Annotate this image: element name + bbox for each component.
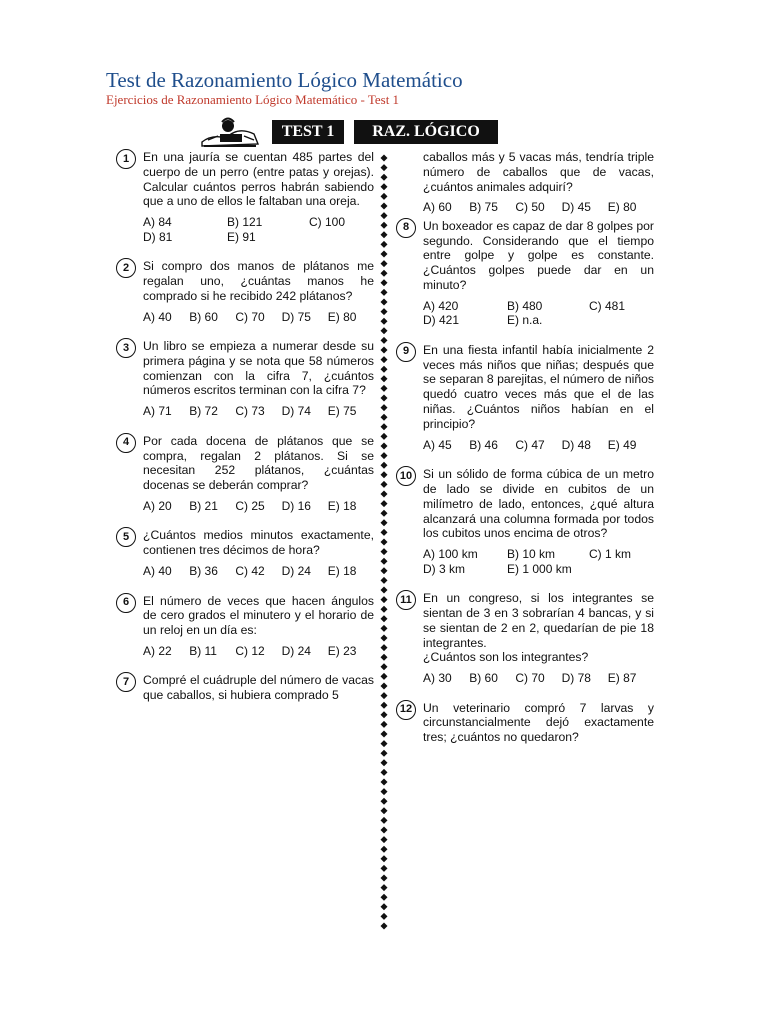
divider-diamond	[381, 692, 388, 699]
question-number-badge: 3	[116, 338, 136, 358]
divider-diamond	[381, 241, 388, 248]
divider-diamond	[381, 471, 388, 478]
divider-diamond	[381, 663, 388, 670]
divider-diamond	[381, 558, 388, 565]
divider-diamond	[381, 711, 388, 718]
divider-diamond	[381, 183, 388, 190]
question-text: Un boxeador es capaz de dar 8 golpes por segundo. Considerando que el tiempo entre golpe y golpe es constante. ¿Cuántos golpes puede dar en un minuto?	[423, 218, 654, 293]
answer-option: A) 71	[143, 404, 172, 419]
answer-option: C) 73	[235, 404, 265, 419]
divider-diamond	[381, 587, 388, 594]
answer-option: E) 80	[327, 309, 357, 324]
question-text: En una jauría se cuentan 485 partes del cuerpo de un perro (entre patas y orejas). Calcular cuántos perros habrán sabiendo que a uno de ellos le faltaban una oreja.	[143, 150, 374, 209]
answer-option: A) 40	[143, 564, 172, 579]
divider-diamond	[381, 836, 388, 843]
question-1	[116, 150, 374, 244]
divider-diamond	[381, 865, 388, 872]
divider-diamond	[381, 481, 388, 488]
question-text: ¿Cuántos medios minutos exactamente, contienen tres décimos de hora?	[143, 528, 374, 558]
divider-diamond	[381, 423, 388, 430]
question-text: Por cada docena de plátanos que se compra, regalan 2 plátanos. Si se necesitan 252 plátanos, ¿cuántas docenas se deberán comprar?	[143, 433, 374, 493]
divider-diamond	[381, 462, 388, 469]
question-text: Si compro dos manos de plátanos me regalan uno, ¿cuántas manos he comprado si he recibido 242 plátanos?	[143, 259, 374, 303]
divider-diamond	[381, 577, 388, 584]
answer-option: C) 25	[235, 498, 265, 513]
answer-options	[423, 438, 654, 453]
divider-diamond	[381, 798, 388, 805]
answer-option: E) n.a.	[507, 313, 543, 328]
divider-diamond	[381, 529, 388, 536]
divider-diamond	[381, 721, 388, 728]
question-number-badge: 6	[116, 593, 136, 613]
divider-diamond	[381, 279, 388, 286]
question-text: Un veterinario compró 7 larvas y circunstancialmente dejó exactamente tres; ¿cuántos no quedaron?	[423, 700, 654, 745]
divider-diamond	[381, 846, 388, 853]
divider-diamond	[381, 327, 388, 334]
divider-diamond	[381, 702, 388, 709]
answer-option: D) 45	[561, 200, 591, 215]
divider-diamond	[381, 654, 388, 661]
answer-option: B) 21	[189, 498, 218, 513]
answer-options	[143, 564, 374, 579]
question-number-badge: 8	[396, 218, 416, 238]
divider-diamond	[381, 644, 388, 651]
divider-diamond	[381, 337, 388, 344]
answer-option: E) 49	[607, 437, 637, 452]
answer-option: B) 11	[189, 643, 217, 658]
question-number-badge: 2	[116, 258, 136, 278]
question-2	[116, 259, 374, 324]
divider-diamond	[381, 193, 388, 200]
answer-option: D) 48	[561, 437, 591, 452]
divider-diamond	[381, 635, 388, 642]
answer-option: E) 18	[327, 564, 357, 579]
answer-options	[423, 200, 654, 215]
question-number-badge: 11	[396, 590, 416, 610]
divider-diamond	[381, 894, 388, 901]
answer-options	[143, 499, 374, 514]
divider-diamond	[381, 510, 388, 517]
question-number-badge: 5	[116, 527, 136, 547]
answer-option: B) 121	[227, 215, 263, 230]
divider-diamond	[381, 251, 388, 258]
answer-options	[143, 404, 374, 419]
answer-option: C) 70	[235, 309, 265, 324]
answer-option: B) 75	[469, 200, 498, 215]
divider-diamond	[381, 318, 388, 325]
question-text: En una fiesta infantil había inicialmente 2 veces más niños que niñas; después que se separan 8 parejitas, el número de niños quedó cuatro veces más que el de las niñas. ¿Cuántos niños habían en el principio?	[423, 342, 654, 431]
divider-diamond	[381, 203, 388, 210]
answer-options	[423, 671, 654, 686]
divider-diamond	[381, 308, 388, 315]
question-7	[116, 673, 374, 703]
question-number-badge: 7	[116, 672, 136, 692]
question-3	[116, 339, 374, 419]
answer-option: A) 30	[423, 671, 452, 686]
answer-option: E) 87	[607, 671, 637, 686]
divider-diamond	[381, 827, 388, 834]
answer-option: B) 46	[469, 437, 498, 452]
answer-option: D) 3 km	[423, 561, 465, 576]
answer-option: B) 72	[189, 404, 218, 419]
answer-option: A) 22	[143, 643, 172, 658]
dotted-divider	[377, 152, 391, 932]
divider-diamond	[381, 683, 388, 690]
divider-diamond	[381, 779, 388, 786]
answer-option: E) 91	[227, 229, 256, 244]
divider-diamond	[381, 731, 388, 738]
divider-diamond	[381, 347, 388, 354]
question-extra-text: ¿Cuántos son los integrantes?	[423, 650, 589, 665]
answer-option: A) 45	[423, 437, 452, 452]
divider-diamond	[381, 231, 388, 238]
divider-diamond	[381, 539, 388, 546]
answer-options	[423, 299, 654, 328]
divider-diamond	[381, 548, 388, 555]
divider-diamond	[381, 769, 388, 776]
divider-diamond	[381, 740, 388, 747]
question-10	[396, 467, 654, 576]
answer-options	[143, 644, 374, 659]
divider-diamond	[381, 615, 388, 622]
divider-diamond	[381, 414, 388, 421]
answer-option: C) 481	[589, 298, 626, 313]
answer-option: D) 24	[281, 643, 311, 658]
answer-option: B) 480	[507, 298, 543, 313]
divider-diamond	[381, 884, 388, 891]
question-text: En un congreso, si los integrantes se sientan de 3 en 3 sobrarían 4 bancas, y si se sientan de 2 en 2, quedarían de pie 18 integrantes.	[423, 591, 654, 650]
divider-diamond	[381, 606, 388, 613]
question-text: El número de veces que hacen ángulos de cero grados el minutero y el horario de un reloj en un día es:	[143, 593, 374, 638]
divider-diamond	[381, 673, 388, 680]
divider-diamond	[381, 788, 388, 795]
divider-diamond	[381, 913, 388, 920]
answer-option: B) 10 km	[507, 547, 556, 562]
answer-options	[143, 310, 374, 325]
question-number-badge: 4	[116, 433, 136, 453]
answer-option: C) 50	[515, 200, 545, 215]
question-8	[396, 219, 654, 328]
divider-diamond	[381, 375, 388, 382]
question-text: Compré el cuádruple del número de vacas que caballos, si hubiera comprado 5	[143, 673, 374, 703]
divider-diamond	[381, 519, 388, 526]
divider-diamond	[381, 923, 388, 930]
answer-option: E) 80	[607, 200, 637, 215]
question-5	[116, 528, 374, 578]
answer-option: D) 78	[561, 671, 591, 686]
divider-diamond	[381, 260, 388, 267]
test-header	[198, 116, 498, 150]
answer-option: A) 84	[143, 215, 172, 230]
divider-diamond	[381, 164, 388, 171]
answer-option: D) 74	[281, 404, 311, 419]
answer-option: C) 1 km	[589, 547, 631, 562]
divider-diamond	[381, 385, 388, 392]
question-6	[116, 594, 374, 659]
divider-diamond	[381, 750, 388, 757]
answer-option: E) 18	[327, 498, 357, 513]
question-text: Si un sólido de forma cúbica de un metro de lado se divide en cubitos de un milímetro de lado, entonces, ¿qué altura alcanzará una columna formada por todos los cubitos unos encima de otros?	[423, 467, 654, 541]
answer-option: E) 75	[327, 404, 357, 419]
divider-diamond	[381, 395, 388, 402]
answer-option: C) 12	[235, 643, 265, 658]
answer-option: C) 100	[309, 215, 346, 230]
divider-diamond	[381, 222, 388, 229]
question-9	[396, 343, 654, 452]
answer-option: B) 36	[189, 564, 218, 579]
question-number-badge: 12	[396, 700, 416, 720]
divider-diamond	[381, 443, 388, 450]
test-label: TEST 1	[272, 120, 344, 144]
answer-option: A) 20	[143, 498, 172, 513]
answer-option: D) 75	[281, 309, 311, 324]
divider-diamond	[381, 875, 388, 882]
answer-option: E) 1 000 km	[507, 561, 572, 576]
divider-diamond	[381, 270, 388, 277]
left-column	[116, 150, 374, 718]
answer-options	[143, 215, 374, 244]
divider-diamond	[381, 855, 388, 862]
question-text: Un libro se empieza a numerar desde su primera página y se nota que 58 números comienzan con la cifra 7, ¿cuántos números escritos terminan con la cifra 7?	[143, 339, 374, 398]
answer-option: C) 42	[235, 564, 265, 579]
divider-diamond	[381, 452, 388, 459]
answer-option: A) 420	[423, 298, 459, 313]
answer-option: A) 100 km	[423, 547, 478, 562]
answer-option: A) 40	[143, 309, 172, 324]
answer-option: A) 60	[423, 200, 452, 215]
right-column	[396, 150, 654, 760]
divider-diamond	[381, 596, 388, 603]
divider-diamond	[381, 817, 388, 824]
thinker-icon	[198, 116, 262, 148]
divider-diamond	[381, 212, 388, 219]
answer-option: B) 60	[469, 671, 498, 686]
divider-diamond	[381, 500, 388, 507]
question-text: caballos más y 5 vacas más, tendría triple número de caballos que de vacas, ¿cuántos animales adquirí?	[423, 150, 654, 194]
question-number-badge: 1	[116, 149, 136, 169]
question-4	[116, 434, 374, 514]
section-label: RAZ. LÓGICO	[354, 120, 498, 144]
divider-diamond	[381, 807, 388, 814]
divider-diamond	[381, 433, 388, 440]
divider-diamond	[381, 155, 388, 162]
answer-option: E) 23	[327, 643, 357, 658]
question-number-badge: 10	[396, 466, 416, 486]
divider-diamond	[381, 903, 388, 910]
page-title: Test de Razonamiento Lógico Matemático	[106, 68, 463, 92]
question-number-badge: 9	[396, 342, 416, 362]
divider-diamond	[381, 491, 388, 498]
divider-diamond	[381, 404, 388, 411]
answer-option: B) 60	[189, 309, 218, 324]
divider-diamond	[381, 174, 388, 181]
divider-diamond	[381, 356, 388, 363]
answer-option: D) 421	[423, 313, 460, 328]
divider-diamond	[381, 289, 388, 296]
question-12	[396, 701, 654, 745]
question-7-continuation	[423, 150, 654, 215]
page-subtitle: Ejercicios de Razonamiento Lógico Matemático - Test 1	[106, 92, 400, 107]
answer-option: C) 47	[515, 437, 545, 452]
divider-diamond	[381, 366, 388, 373]
divider-diamond	[381, 625, 388, 632]
question-11	[396, 591, 654, 685]
answer-option: D) 24	[281, 564, 311, 579]
answer-option: D) 81	[143, 229, 173, 244]
divider-diamond	[381, 759, 388, 766]
divider-diamond	[381, 299, 388, 306]
answer-options	[423, 547, 654, 576]
divider-diamond	[381, 567, 388, 574]
answer-option: C) 70	[515, 671, 545, 686]
answer-option: D) 16	[281, 498, 311, 513]
